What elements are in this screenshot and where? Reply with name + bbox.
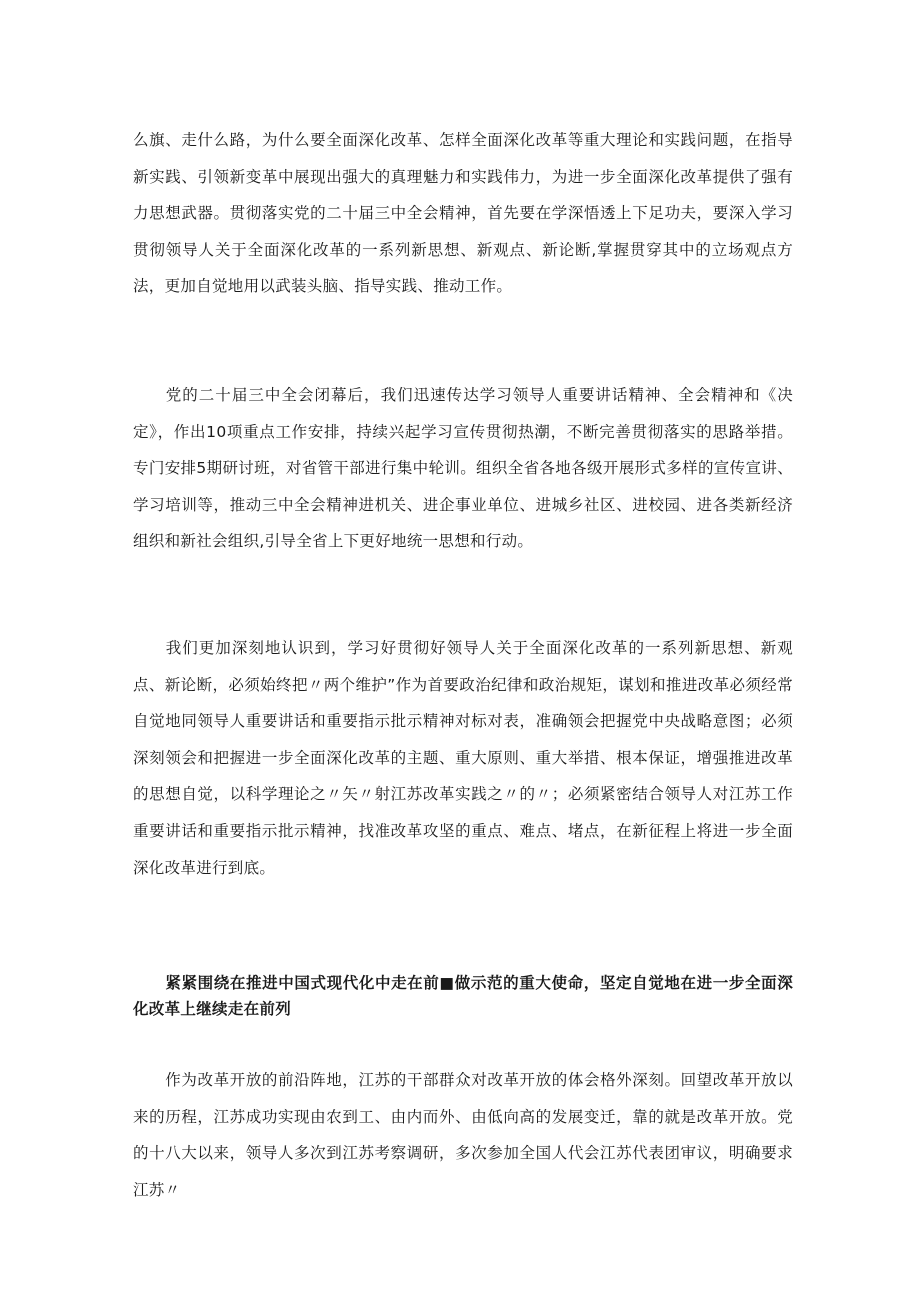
paragraph-2 [133,377,793,560]
paragraph-2-text: 党的二十届三中全会闭幕后，我们迅速传达学习领导人重要讲话精神、全会精神和《决定》，作出10项重点工作安排，持续兴起学习宣传贯彻热潮，不断完善贯彻落实的思路举措。专门安排5期研讨班，对省管干部进行集中轮训。组织全省各地各级开展形式多样的宣传宣讲、学习培训等，推动三中全会精神进机关、进企事业单位、进城乡社区、进校园、进各类新经济组织和新社会组织,引导全省上下更好地统一思想和行动。 [133,386,793,551]
paragraph-1: 么旗、走什么路，为什么要全面深化改革、怎样全面深化改革等重大理论和实践问题，在指导新实践、引领新变革中展现出强大的真理魅力和实践伟力，为进一步全面深化改革提供了强有力思想武器。贯彻落实党的二十届三中全会精神，首先要在学深悟透上下足功夫，要深入学习贯彻领导人关于全面深化改革的一系列新思想、新观点、新论断,掌握贯穿其中的立场观点方法，更加自觉地用以武装头脑、指导实践、推动工作。 [133,131,793,296]
section-heading-text: 紧紧围绕在推进中国式现代化中走在前■做示范的重大使命，坚定自觉地在进一步全面深化改革上继续走在前列 [133,974,793,1018]
section-heading [133,970,793,1022]
paragraph-3-text: 我们更加深刻地认识到，学习好贯彻好领导人关于全面深化改革的一系列新思想、新观点、新论断，必须始终把〃两个维护”作为首要政治纪律和政治规矩，谋划和推进改革必须经常自觉地同领导人重要讲话和重要指示批示精神对标对表，准确领会把握党中央战略意图；必须深刻领会和把握进一步全面深化改革的主题、重大原则、重大举措、根本保证，增强推进改革的思想自觉，以科学理论之〃矢〃射江苏改革实践之〃的〃；必须紧密结合领导人对江苏工作重要讲话和重要指示批示精神，找准改革攻坚的重点、难点、堵点，在新征程上将进一步全面深化改革进行到底。 [133,639,793,877]
paragraph-3 [133,630,793,886]
paragraph-4 [133,1062,793,1208]
paragraph-4-text: 作为改革开放的前沿阵地，江苏的干部群众对改革开放的体会格外深刻。回望改革开放以来的历程，江苏成功实现由农到工、由内而外、由低向高的发展变迁，靠的就是改革开放。党的十八大以来，领导人多次到江苏考察调研，多次参加全国人代会江苏代表团审议，明确要求江苏〃 [133,1071,793,1199]
